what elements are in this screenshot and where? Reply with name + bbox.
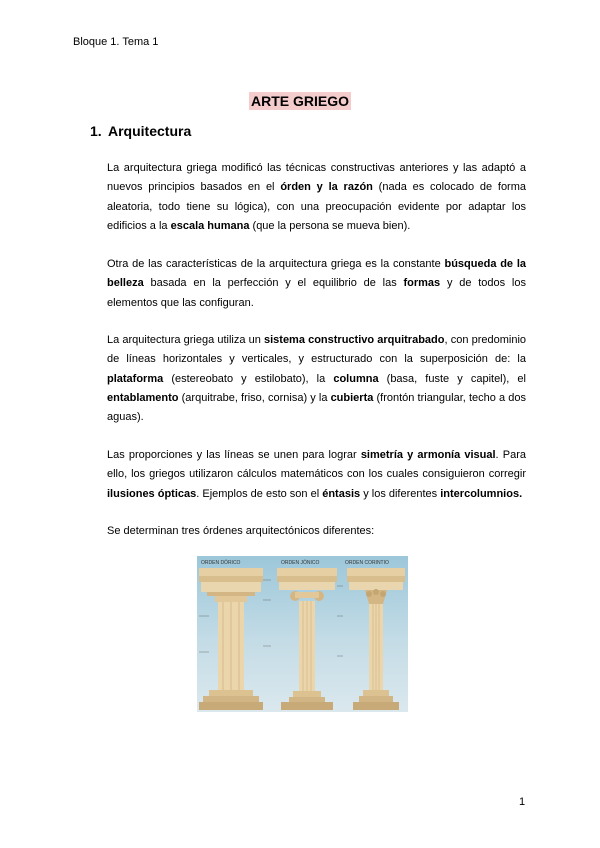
section-title: Arquitectura: [108, 123, 192, 139]
text-run: basada en la perfección y el equilibrio de las: [143, 277, 404, 290]
label-doric: ORDEN DÓRICO: [201, 560, 241, 566]
text-run: y los diferentes: [360, 487, 441, 500]
ionic-column: [277, 568, 337, 710]
text-run: La arquitectura griega utiliza un: [107, 334, 264, 346]
paragraph-2: [107, 255, 526, 313]
paragraph-4: [107, 446, 526, 504]
bold-term: cubierta: [330, 391, 374, 404]
paragraph-3: [107, 331, 526, 427]
bold-term: columna: [333, 372, 379, 385]
section-number: 1.: [90, 123, 102, 139]
bold-term: formas: [403, 277, 441, 290]
bold-term: intercolumnios.: [440, 487, 523, 500]
text-run: (arquitrabe, friso, cornisa) y la: [178, 391, 331, 404]
title-container: [0, 92, 600, 111]
paragraph-5: Se determinan tres órdenes arquitectónicos diferentes:: [107, 525, 375, 537]
bold-term: plataforma: [107, 372, 164, 385]
text-run: (frontón triangular, techo a dos aguas).: [107, 391, 526, 424]
bold-term: búsqueda de la belleza: [107, 258, 526, 290]
text-run: . Ejemplos de esto son el: [196, 487, 323, 500]
text-run: La arquitectura griega modificó las técnicas constructivas anteriores y las adaptó a nuevos principios basados en el: [107, 162, 526, 194]
bold-term: éntasis: [322, 487, 361, 500]
bold-term: sistema constructivo arquitrabado: [263, 334, 445, 346]
greek-orders-illustration: [197, 556, 408, 712]
bold-term: escala humana: [170, 219, 250, 232]
text-run: (basa, fuste y capitel), el: [378, 372, 526, 385]
text-run: y de todos los elementos que las configuran.: [107, 277, 526, 309]
paragraph-1: [107, 159, 526, 236]
columns-drawing: [197, 556, 408, 712]
corinthian-column: [347, 568, 405, 710]
label-ionic: ORDEN JÓNICO: [281, 560, 320, 566]
bold-term: entablamento: [107, 391, 179, 404]
section-heading: [90, 123, 191, 139]
text-run: (nada es colocado de forma aleatoria, todo tiene su lógica), con una preocupación evidente por adaptar los edificios a la: [107, 181, 527, 232]
doric-column: [199, 568, 263, 710]
document-title: ARTE GRIEGO: [250, 93, 349, 109]
text-run: (estereobato y estilobato), la: [163, 372, 334, 385]
text-run: , con predominio de líneas horizontales y verticales, y estructurado con la superposición de: la: [107, 334, 527, 366]
text-run: . Para ello, los griegos utilizaron cálculos matemáticos con los cuales consiguieron corregir: [107, 449, 526, 481]
text-run: (que la persona se mueva bien).: [249, 219, 411, 232]
bold-term: simetría y armonía visual: [360, 449, 496, 461]
bold-term: órden y la razón: [280, 181, 373, 194]
running-header: Bloque 1. Tema 1: [73, 36, 159, 48]
text-run: Las proporciones y las líneas se unen para lograr: [107, 449, 361, 461]
bold-term: ilusiones ópticas: [107, 487, 197, 500]
page-number: 1: [519, 796, 526, 808]
label-corinthian: ORDEN CORINTIO: [345, 560, 389, 566]
text-run: Otra de las características de la arquitectura griega es la constante: [107, 258, 445, 270]
